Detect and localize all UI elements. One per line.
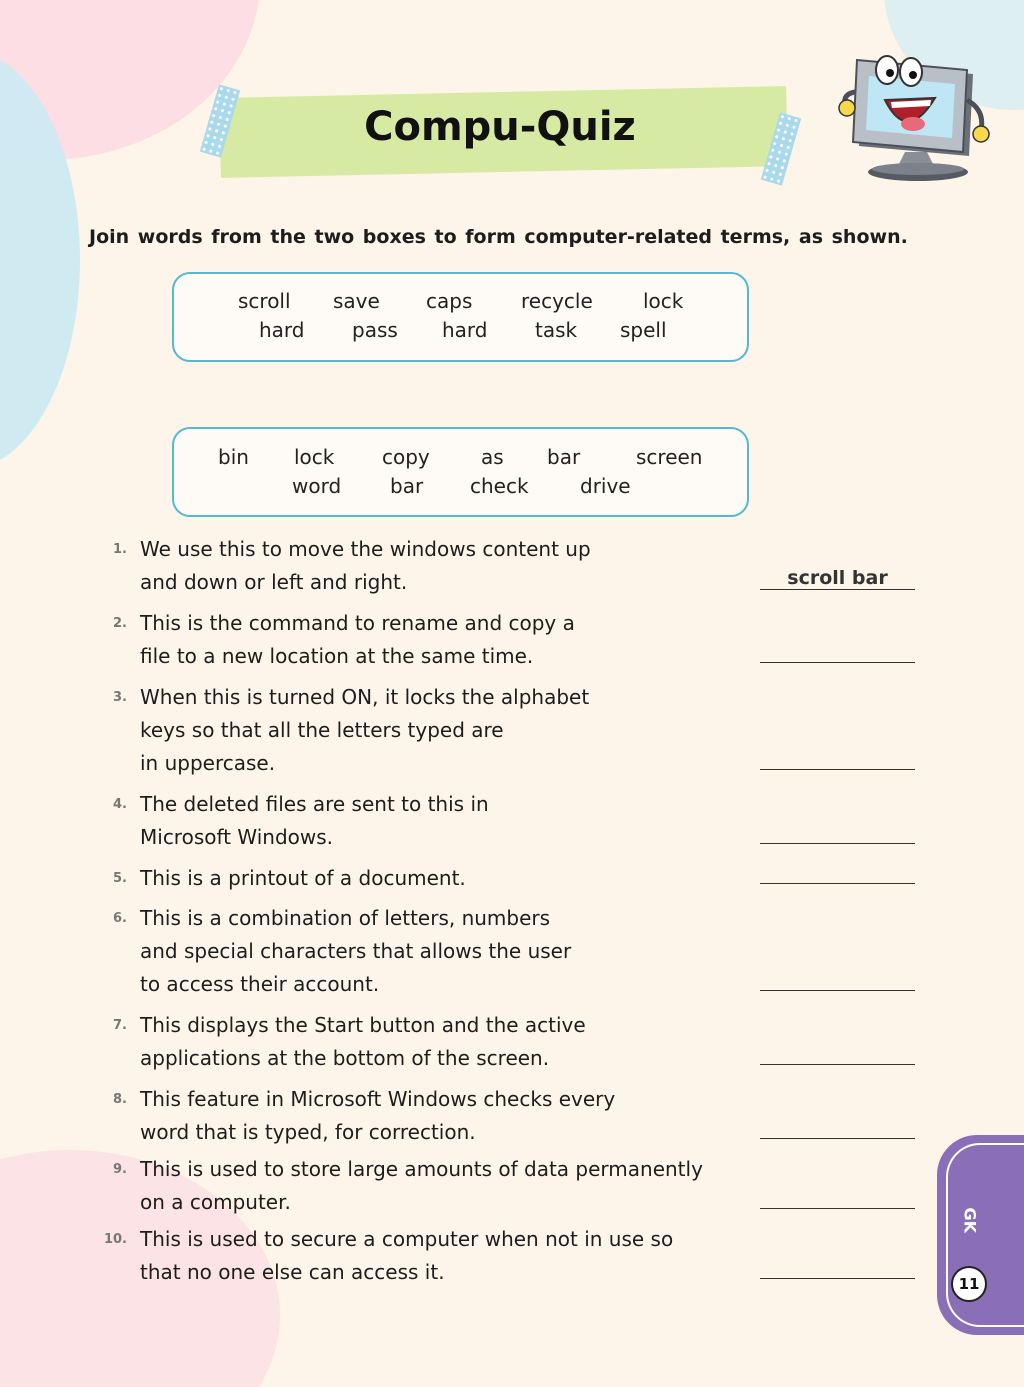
question-number: 7. [113,1018,127,1033]
question-text: in uppercase. [140,751,276,775]
word-row [174,318,747,346]
word-item: bar [390,474,424,498]
side-tab-border [946,1143,1024,1327]
question-text: When this is turned ON, it locks the alphabet [140,685,590,709]
question-number: 4. [113,797,127,812]
question-text: on a computer. [140,1190,291,1214]
word-row [174,289,747,317]
question-text: This is a combination of letters, numbers [140,906,551,930]
question-text: applications at the bottom of the screen. [140,1046,550,1070]
question-number: 2. [113,616,127,631]
word-item: check [470,474,529,498]
word-item: bin [218,445,249,469]
question-text: word that is typed, for correction. [140,1120,476,1144]
question-text: file to a new location at the same time. [140,644,534,668]
question-number: 6. [113,911,127,926]
answer-line[interactable] [760,589,915,590]
question-text: Microsoft Windows. [140,825,334,849]
question-text: The deleted files are sent to this in [140,792,489,816]
question-text: and special characters that allows the user [140,939,572,963]
question-text: and down or left and right. [140,570,408,594]
word-item: as [481,445,504,469]
question-number: 3. [113,690,127,705]
word-item: copy [382,445,430,469]
answer-text: scroll bar [787,567,888,589]
word-item: hard [259,318,305,342]
answer-line[interactable] [760,662,915,663]
word-row [174,445,747,473]
answer-line[interactable] [760,990,915,991]
word-item: recycle [521,289,593,313]
word-item: bar [547,445,581,469]
word-item: caps [426,289,473,313]
answer-line[interactable] [760,769,915,770]
answer-line[interactable] [760,1064,915,1065]
word-item: drive [580,474,631,498]
word-item: screen [636,445,703,469]
question-text: that no one else can access it. [140,1260,445,1284]
answer-line[interactable] [760,1138,915,1139]
page-title: Compu-Quiz [364,104,636,150]
word-box-first [172,272,749,362]
word-item: save [333,289,380,313]
answer-line[interactable] [760,883,915,884]
question-number: 8. [113,1092,127,1107]
word-item: hard [442,318,488,342]
answer-line[interactable] [760,1278,915,1279]
word-item: pass [352,318,398,342]
question-number: 9. [113,1162,127,1177]
word-item: scroll [238,289,291,313]
question-text: This feature in Microsoft Windows checks every [140,1087,616,1111]
question-text: This is used to secure a computer when not in use so [140,1227,674,1251]
question-text: to access their account. [140,972,380,996]
question-text: This is the command to rename and copy a [140,611,575,635]
subject-label: GK [960,1207,980,1234]
word-item: word [292,474,342,498]
instruction-text: Join words from the two boxes to form computer-related terms, as shown. [89,226,908,248]
question-number: 5. [113,871,127,886]
computer-mascot-icon [835,40,1005,190]
question-text: This is used to store large amounts of data permanently [140,1157,703,1181]
question-text: This displays the Start button and the active [140,1013,586,1037]
question-text: keys so that all the letters typed are [140,718,504,742]
word-item: lock [294,445,335,469]
answer-line[interactable] [760,843,915,844]
word-row [174,474,747,502]
page-number: 11 [951,1266,987,1302]
word-box-second [172,427,749,517]
question-number: 1. [113,542,127,557]
question-number: 10. [103,1232,127,1247]
word-item: lock [643,289,684,313]
word-item: spell [620,318,667,342]
word-item: task [535,318,578,342]
answer-line[interactable] [760,1208,915,1209]
question-text: We use this to move the windows content up [140,537,591,561]
question-text: This is a printout of a document. [140,866,466,890]
